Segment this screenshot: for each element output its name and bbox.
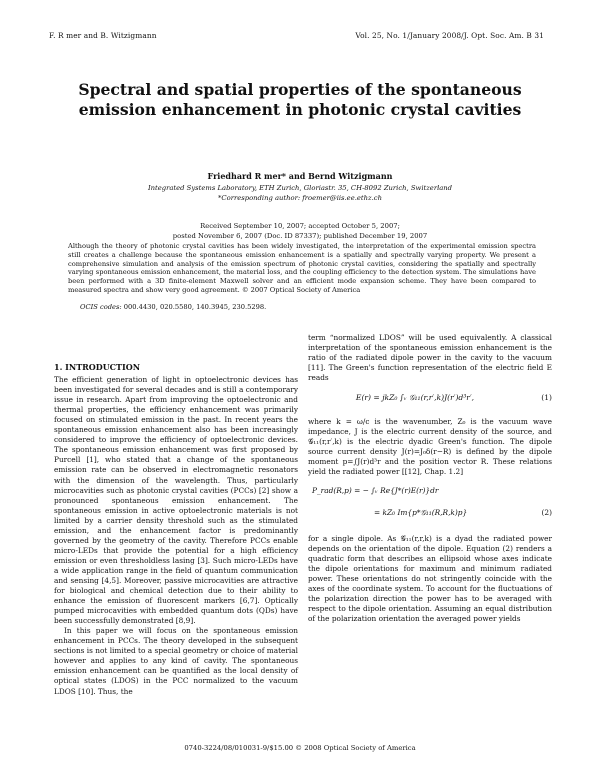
paper-title: Spectral and spatial properties of the spontaneous emission enhancement in photonic crystal cavities — [78, 80, 522, 119]
equation-line: = kZ₀ Im{p*𝒢₁₁(R,R,k)p} — [374, 507, 468, 517]
paragraph: term “normalized LDOS” will be used equivalently. A classical interpretation of the spontaneous emission enhancement is the ratio of the radiated dipole power in the cavity to the vacuum [11]. The Green's function representation of the electric field E reads — [308, 333, 552, 383]
ocis-label: OCIS codes: — [80, 303, 122, 311]
dates-received: Received September 10, 2007; accepted October 5, 2007; — [200, 222, 400, 230]
section-heading: 1. INTRODUCTION — [54, 362, 141, 372]
equation-body: E(r) = jkZ₀ ∫ᵥ 𝒢₁₁(r,r′,k)J(r′)d³r′, — [355, 393, 475, 403]
right-column — [308, 333, 552, 624]
copyright-footer: 0740-3224/08/010031-9/$15.00 © 2008 Optical Society of America — [184, 744, 416, 752]
equation-1 — [308, 383, 552, 417]
corresponding-author: *Corresponding author: froemer@iis.ee.ethz.ch — [218, 193, 382, 202]
paragraph: The efficient generation of light in optoelectronic devices has been investigated for several decades and is still a contemporary issue in research. Apart from improving the optoelectronic and thermal properties, the efficiency enhancement was primarily focused on stimulated emission in the past. In recent years the spontaneous emission enhancement also has been increasingly considered to improve the efficiency of optoelectronic devices. The spontaneous emission enhancement was first proposed by Purcell [1], who stated that a change of the spontaneous emission rate can be observed in electromagnetic resonators with the dimension of the wavelength. Thus, particularly microcavities such as photonic crystal cavities (PCCs) [2] show a pronounced spontaneous emission enhancement. The spontaneous emission in active optoelectronic materials is not limited by a carrier density threshold such as the stimulated emission, and the enhancement factor is predominantly governed by the geometry of the cavity. Therefore PCCs enable micro-LEDs that provide the potential for a high efficiency emission or even thresholdless lasing [3]. Such micro-LEDs have a wide application range in the field of quantum communication and sensing [4,5]. Moreover, passive microcavities are attractive for biological and chemical detection due to their ability to enhance the emission of fluorescent markers [6,7]. Optically pumped microcavities with embedded quantum dots (QDs) have been successfully demonstrated [8,9]. — [54, 375, 298, 626]
paragraph: for a single dipole. As 𝒢₁₁(r,r,k) is a dyad the radiated power depends on the orientation of the dipole. Equation (2) renders a quadratic form that describes an ellipsoid whose axes indicate the dipole orientations for maximum and minimum radiated power. These orientations do not stringently coincide with the axes of the coordinate system. To account for the fluctuations of the polarization direction the power has to be averaged with respect to the dipole orientation. Assuming an equal distribution of the polarization orientation the averaged power yields — [308, 533, 552, 623]
running-header-authors: F. R mer and B. Witzigmann — [49, 31, 157, 40]
equation-number: (1) — [541, 393, 552, 403]
equation-line: P_rad(R,p) = − ∫ᵥ Re{J*(r)E(r)}dr — [312, 485, 439, 495]
equation-2 — [308, 478, 552, 534]
left-column — [54, 362, 298, 697]
ocis-values: 000.4430, 020.5580, 140.3945, 230.5298. — [121, 303, 267, 311]
dates-posted: posted November 6, 2007 (Doc. ID 87337); published December 19, 2007 — [172, 231, 428, 240]
author-list: Friedhard R mer* and Bernd Witzigmann — [207, 171, 393, 181]
running-header-journal: Vol. 25, No. 1/January 2008/J. Opt. Soc. Am. B 31 — [355, 31, 544, 40]
equation-number: (2) — [541, 507, 552, 517]
paragraph: where k = ω/c is the wavenumber, Z₀ is the vacuum wave impedance, J is the electric current density of the source, and 𝒢₁₁(r,r′,k) is the electric dyadic Green's function. The dipole source current density J(r)=J₀δ(r−R) is defined by the dipole moment p=∫J(r)d³r and the position vector R. These relations yield the radiated power [[12], Chap. 1.2] — [308, 417, 552, 477]
paragraph: In this paper we will focus on the spontaneous emission enhancement in PCCs. The theory developed in the subsequent sections is not limited to a special geometry or choice of material however and applies to any kind of cavity. The spontaneous emission enhancement can be quantified as the local density of optical states (LDOS) in the PCC normalized to the vacuum LDOS [10]. Thus, the — [54, 626, 298, 696]
affiliation-block — [60, 184, 540, 203]
ocis-codes — [80, 303, 266, 311]
abstract: Although the theory of photonic crystal cavities has been widely investigated, the interpretation of the experimental emission spectra still creates a challenge because the spontaneous emission enhancement is a spatially and spectrally varying property. We present a comprehensive simulation and analysis of the emission spectrum of photonic crystal cavities, considering the spatially and spectrally varying spontaneous emission enhancement, the material loss, and the coupling efficiency to the detection system. The simulations have been performed with a 3D finite-element Maxwell solver and an efficient mode expansion scheme. They have been compared to measured spectra and show very good agreement. © 2007 Optical Society of America — [68, 242, 536, 294]
affiliation: Integrated Systems Laboratory, ETH Zurich, Gloriastr. 35, CH-8092 Zurich, Switzerland — [147, 184, 453, 192]
publication-dates — [60, 222, 540, 241]
